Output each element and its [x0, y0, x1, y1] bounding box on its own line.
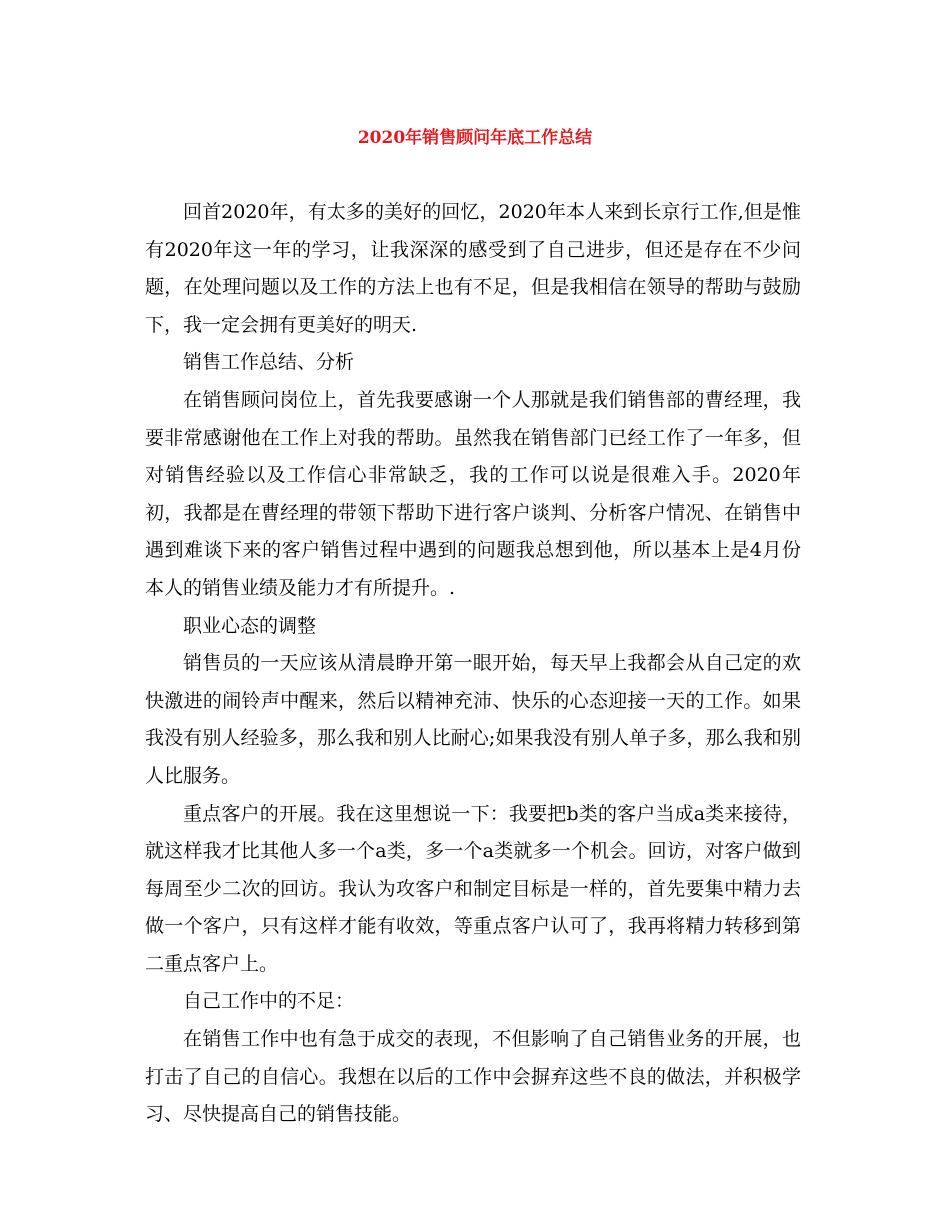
section-heading-shortcomings: 自己工作中的不足： — [183, 990, 355, 1013]
section-heading-mindset: 职业心态的调整 — [183, 614, 317, 637]
paragraph-sales-summary: 在销售顾问岗位上，首先我要感谢一个人那就是我们销售部的曹经理，我要非常感谢他在工作上对我的帮助。虽然我在销售部门已经工作了一年多，但对销售经验以及工作信心非常缺乏，我的工作可以说是很难入手。2020年初，我都是在曹经理的带领下帮助下进行客户谈判、分析客户情况、在销售中遇到难谈下来的客户销售过程中遇到的问题我总想到他，所以基本上是4月份本人的销售业绩及能力才有所提升。. — [145, 388, 801, 599]
paragraph-shortcomings: 在销售工作中也有急于成交的表现，不但影响了自己销售业务的开展，也打击了自己的自信心。我想在以后的工作中会摒弃这些不良的做法，并积极学习、尽快提高自己的销售技能。 — [145, 1028, 801, 1126]
section-heading-sales-summary: 销售工作总结、分析 — [183, 351, 355, 374]
paragraph-key-clients: 重点客户的开展。我在这里想说一下：我要把b类的客户当成a类来接待，就这样我才比其他人多一个a类，多一个a类就多一个机会。回访，对客户做到每周至少二次的回访。我认为攻客户和制定目标是一样的，首先要集中精力去做一个客户，只有这样才能有收效，等重点客户认可了，我再将精力转移到第二重点客户上。 — [145, 802, 801, 975]
paragraph-intro: 回首2020年，有太多的美好的回忆，2020年本人来到长京行工作,但是惟有2020年这一年的学习，让我深深的感受到了自己进步，但还是存在不少问题，在处理问题以及工作的方法上也有不足，但是我相信在领导的帮助与鼓励下，我一定会拥有更美好的明天. — [145, 201, 801, 336]
paragraph-mindset: 销售员的一天应该从清晨睁开第一眼开始，每天早上我都会从自己定的欢快激进的闹铃声中醒来，然后以精神充沛、快乐的心态迎接一天的工作。如果我没有别人经验多，那么我和别人比耐心;如果我没有别人单子多，那么我和别人比服务。 — [145, 652, 801, 787]
document-title: 2020年销售顾问年底工作总结 — [357, 128, 593, 148]
document-body — [145, 194, 801, 1134]
